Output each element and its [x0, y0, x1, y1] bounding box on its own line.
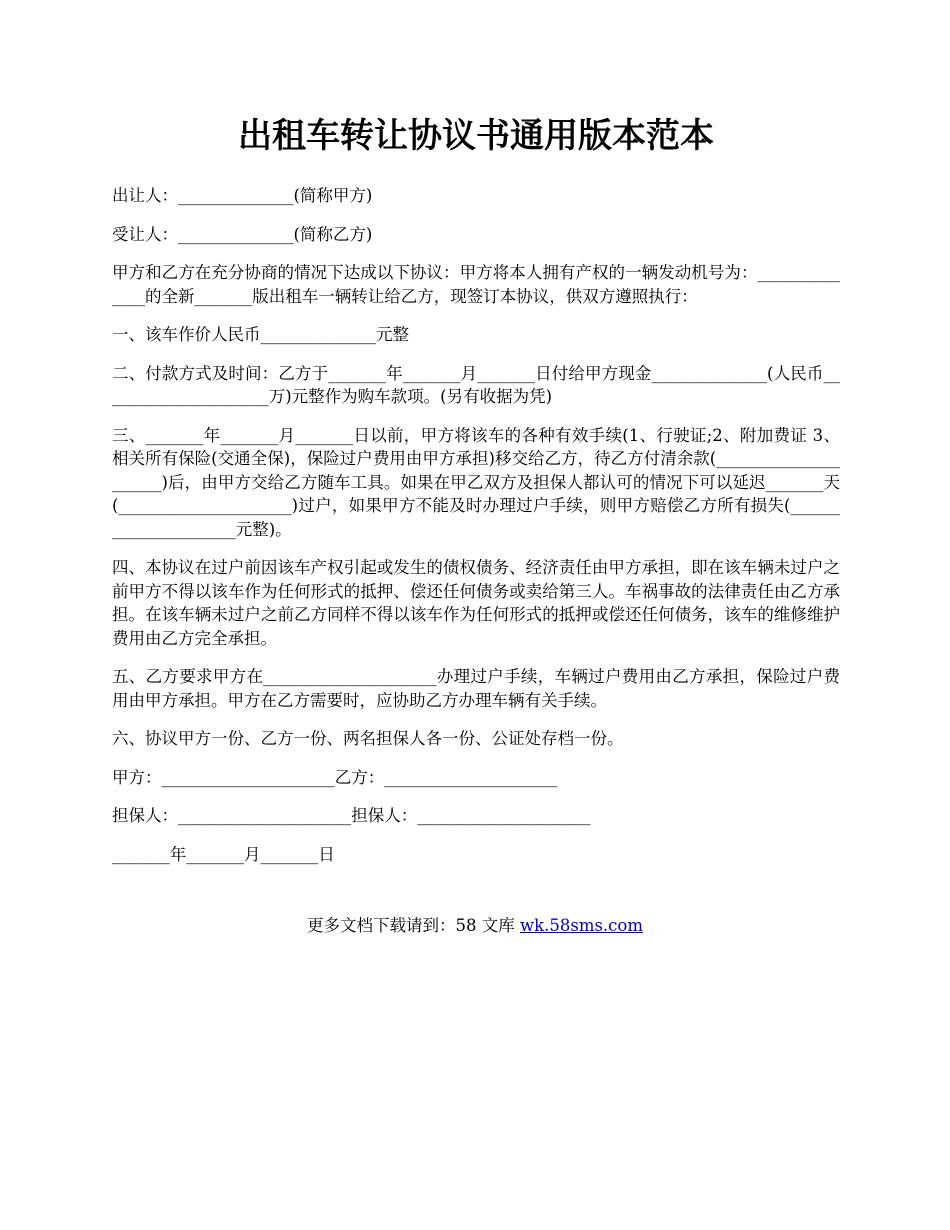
footer-link[interactable]: wk.58sms.com [519, 916, 643, 935]
paragraph-clause-2: 二、付款方式及时间：乙方于_______年_______月_______日付给甲方现金______________(人民币_____________________万)元整作为购车款项。(另有收据为凭) [112, 363, 840, 406]
paragraph-clause-4: 四、本协议在过户前因该车产权引起或发生的债权债务、经济责任由甲方承担，即在该车辆未过户之前甲方不得以该车作为任何形式的抵押、偿还任何债务或卖给第三人。车祸事故的法律责任由乙方承担。在该车辆未过户之前乙方同样不得以该车作为任何形式的抵押或偿还任何债务，该车的维修维护费用由乙方完全承担。 [112, 558, 840, 648]
paragraph-clause-3: 三、_______年_______月_______日以前，甲方将该车的各种有效手续(1、行驶证;2、附加费证 3、相关所有保险(交通全保)，保险过户费用由甲方承担)移交给乙方，待乙方付清余款(_____________________)后，由甲方交给乙方随车工具。如果在甲乙双方及担保人都认可的情况下可以延迟_______天(_____________________)过户，如果甲方不能及时办理过户手续，则甲方赔偿乙方所有损失(_____________________元整)。 [112, 425, 840, 539]
signature-date: _______年_______月_______日 [112, 844, 335, 864]
document-page [112, 110, 840, 881]
paragraph-transferor: 出让人：______________(简称甲方) [112, 186, 373, 205]
footer-text: 更多文档下载请到：58 文库 [306, 916, 520, 935]
signature-guarantors: 担保人：_____________________担保人：_____________________ [112, 806, 591, 825]
signature-parties: 甲方：_____________________乙方：_____________________ [112, 767, 558, 787]
paragraph-preamble: 甲方和乙方在充分协商的情况下达成以下协议：甲方将本人拥有产权的一辆发动机号为：______________的全新_______版出租车一辆转让给乙方，现签订本协议，供双方遵照执行： [112, 263, 840, 306]
paragraph-transferee: 受让人：______________(简称乙方) [112, 224, 373, 244]
document-title: 出租车转让协议书通用版本范本 [238, 116, 714, 156]
paragraph-clause-1: 一、该车作价人民币______________元整 [112, 325, 409, 344]
paragraph-clause-6: 六、协议甲方一份、乙方一份、两名担保人各一份、公证处存档一份。 [112, 729, 624, 748]
footer [0, 914, 950, 937]
paragraph-clause-5: 五、乙方要求甲方在_____________________办理过户手续，车辆过户费用由乙方承担，保险过户费用由甲方承担。甲方在乙方需要时，应协助乙方办理车辆有关手续。 [112, 667, 840, 710]
